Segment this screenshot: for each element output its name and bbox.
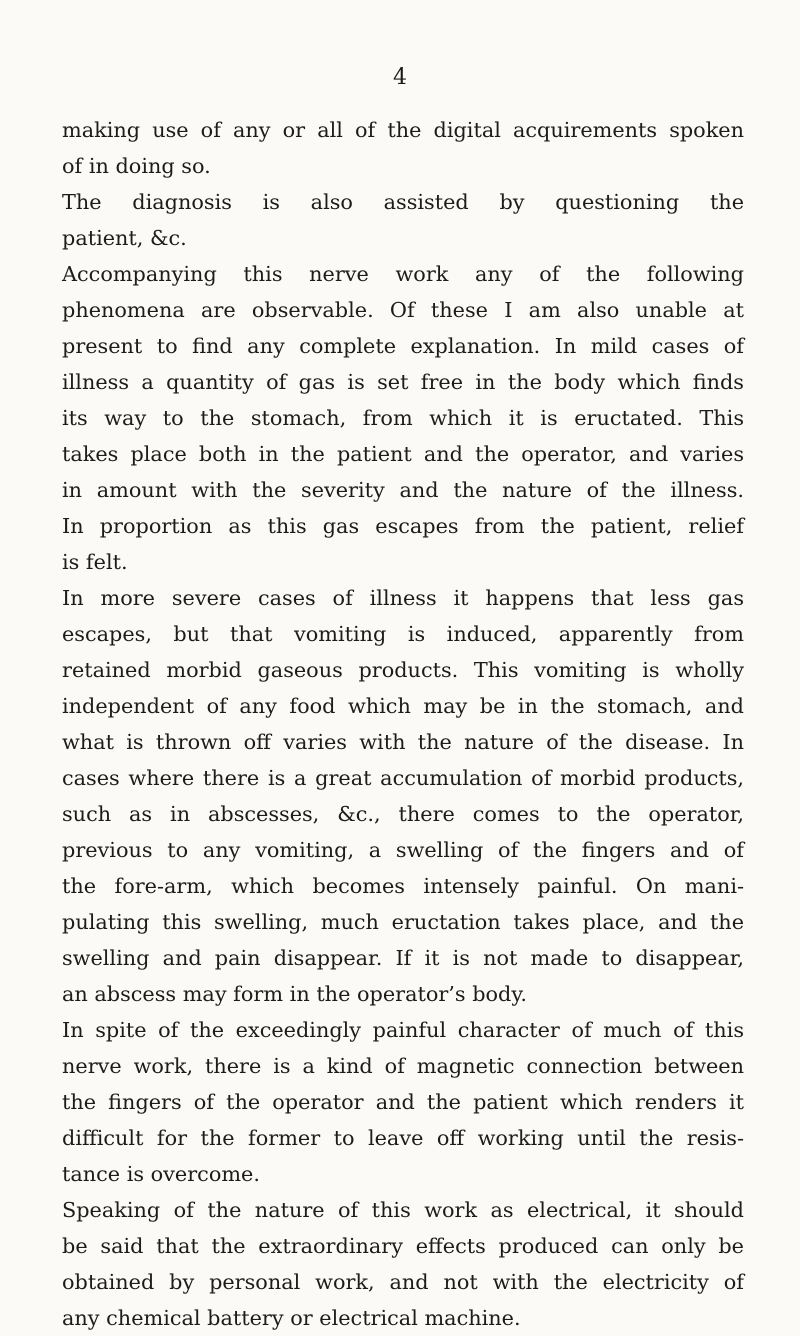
page-number: 4	[393, 65, 407, 90]
text-line: patient, &c.	[62, 226, 187, 250]
text-line: Accompanying this nerve work any of the following	[62, 262, 744, 286]
text-line: previous to any vomiting, a swelling of the fingers and of	[62, 838, 744, 862]
text-line: difficult for the former to leave off working until the resis-	[62, 1126, 744, 1150]
text-line: escapes, but that vomiting is induced, apparently from	[62, 622, 744, 646]
text-line: making use of any or all of the digital acquirements spoken	[62, 118, 744, 142]
text-line: the fingers of the operator and the patient which renders it	[62, 1090, 744, 1114]
text-line: obtained by personal work, and not with the electricity of	[62, 1270, 744, 1294]
text-line: independent of any food which may be in the stomach, and	[62, 694, 744, 718]
text-line: In spite of the exceedingly painful character of much of this	[62, 1018, 744, 1042]
text-line: such as in abscesses, &c., there comes to the operator,	[62, 802, 744, 826]
text-line: illness a quantity of gas is set free in the body which finds	[62, 370, 744, 394]
text-line: its way to the stomach, from which it is eructated. This	[62, 406, 744, 430]
text-line: any chemical battery or electrical machine.	[62, 1306, 521, 1330]
text-line: be said that the extraordinary effects produced can only be	[62, 1234, 744, 1258]
text-line: phenomena are observable. Of these I am also unable at	[62, 298, 744, 322]
text-line: swelling and pain disappear. If it is not made to disappear,	[62, 946, 744, 970]
text-line: The diagnosis is also assisted by questioning the	[62, 190, 744, 214]
text-line: an abscess may form in the operator’s body.	[62, 982, 527, 1006]
text-line: nerve work, there is a kind of magnetic connection between	[62, 1054, 744, 1078]
text-line: In proportion as this gas escapes from the patient, relief	[62, 514, 744, 538]
text-line: retained morbid gaseous products. This vomiting is wholly	[62, 658, 744, 682]
text-line: what is thrown off varies with the nature of the disease. In	[62, 730, 744, 754]
text-line: tance is overcome.	[62, 1162, 260, 1186]
text-line: is felt.	[62, 550, 128, 574]
text-line: present to find any complete explanation. In mild cases of	[62, 334, 744, 358]
text-line: of in doing so.	[62, 154, 211, 178]
text-line: pulating this swelling, much eructation takes place, and the	[62, 910, 744, 934]
text-line: cases where there is a great accumulation of morbid products,	[62, 766, 744, 790]
body-text	[62, 112, 744, 1336]
text-line: Speaking of the nature of this work as electrical, it should	[62, 1198, 744, 1222]
text-line: takes place both in the patient and the operator, and varies	[62, 442, 744, 466]
text-line: in amount with the severity and the nature of the illness.	[62, 478, 744, 502]
text-line: the fore-arm, which becomes intensely painful. On mani-	[62, 874, 744, 898]
text-line: In more severe cases of illness it happens that less gas	[62, 586, 744, 610]
